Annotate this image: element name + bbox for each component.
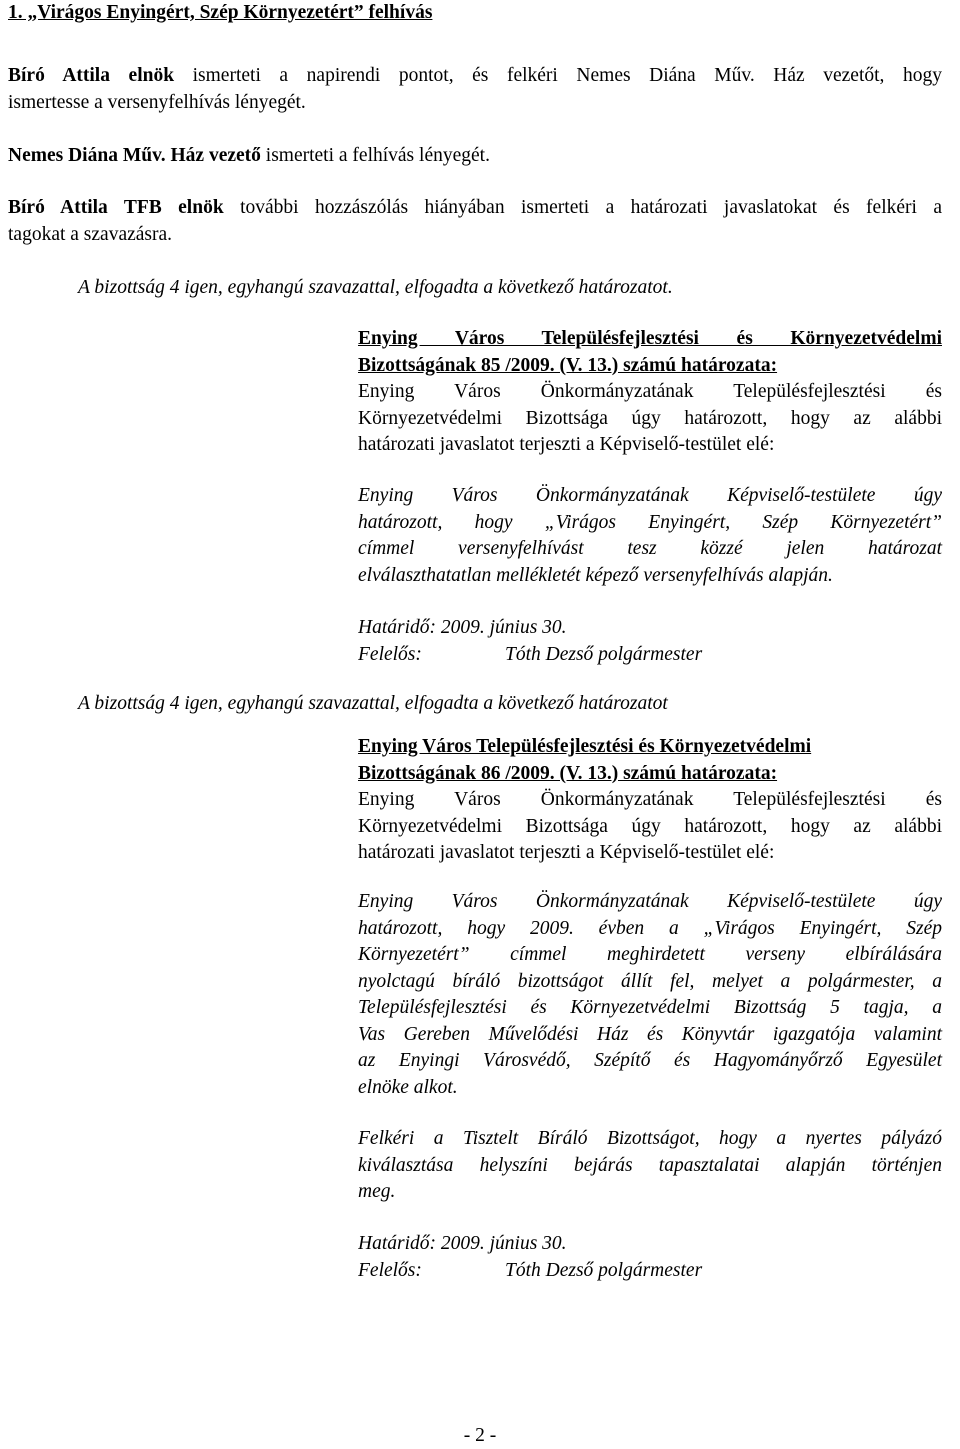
- resolution-86: [358, 734, 942, 867]
- resolution-body-line: Környezetvédelmi Bizottsága úgy határozott, hogy az alábbi: [358, 815, 942, 837]
- speaker-name: Nemes Diána Műv. Ház vezető: [8, 145, 261, 166]
- page-number: - 2 -: [463, 1425, 497, 1446]
- request-line: Felkéri a Tisztelt Bíráló Bizottságot, hogy a nyertes pályázó: [358, 1128, 942, 1149]
- paragraph-call-vote-line1: [8, 195, 942, 222]
- resolution-body-line: határozati javaslatot terjeszti a Képviselő-testület elé:: [358, 842, 775, 863]
- vote-result-2: A bizottság 4 igen, egyhangú szavazattal, elfogadta a következő határozatot: [78, 693, 668, 714]
- proposal-line: elnöke alkot.: [358, 1076, 458, 1098]
- proposal-line: Környezetért” címmel meghirdetett verseny elbírálására: [358, 944, 942, 965]
- proposal-line: Enying Város Önkormányzatának Képviselő-testülete úgy: [358, 485, 942, 506]
- responsible: [358, 1258, 942, 1285]
- proposal-line: címmel versenyfelhívást tesz közzé jelen határozat: [358, 538, 942, 559]
- resolution-body-line: Enying Város Önkormányzatának Településfejlesztési és: [358, 381, 942, 402]
- proposal-line: Településfejlesztési és Környezetvédelmi Bizottság 5 tagja, a: [358, 997, 942, 1018]
- resolution-body-line: Környezetvédelmi Bizottsága úgy határozott, hogy az alábbi: [358, 407, 942, 429]
- resolution-86-request: [358, 1126, 942, 1206]
- proposal-line: Enying Város Önkormányzatának Képviselő-testülete úgy: [358, 891, 942, 912]
- section-title: 1. „Virágos Enyingért, Szép Környezetért” felhívás: [8, 2, 433, 23]
- speaker-name: Bíró Attila TFB elnök: [8, 197, 224, 218]
- deadline: Határidő: 2009. június 30.: [358, 617, 567, 638]
- resolution-86-proposal: [358, 889, 942, 1101]
- vote-result-1: A bizottság 4 igen, egyhangú szavazattal, elfogadta a következő határozatot.: [78, 277, 673, 298]
- resolution-body-line: Enying Város Önkormányzatának Településfejlesztési és: [358, 789, 942, 810]
- paragraph-text: tagokat a szavazásra.: [8, 223, 173, 245]
- request-line: kiválasztása helyszíni bejárás tapasztalatai alapján történjen: [358, 1154, 942, 1176]
- paragraph-intro-line1: [8, 63, 942, 90]
- proposal-line: határozott, hogy „Virágos Enyingért, Szép Környezetért”: [358, 511, 942, 533]
- proposal-line: nyolctagú bíráló bizottságot állít fel, melyet a polgármester, a: [358, 970, 942, 992]
- paragraph-text: további hozzászólás hiányában ismerteti a határozati javaslatokat és felkéri a: [223, 197, 942, 218]
- resolution-85-proposal: [358, 483, 942, 589]
- resolution-heading-line1: Enying Város Településfejlesztési és Környezetvédelmi: [358, 328, 942, 349]
- proposal-line: elválaszthatatlan mellékletét képező versenyfelhívás alapján.: [358, 564, 833, 586]
- speaker-name: Bíró Attila elnök: [8, 65, 175, 86]
- paragraph-intro: [8, 63, 942, 116]
- responsible-value: Tóth Dezső polgármester: [505, 1259, 703, 1281]
- request-line: meg.: [358, 1181, 396, 1202]
- paragraph-text: ismertesse a versenyfelhívás lényegét.: [8, 91, 306, 113]
- responsible-label: Felelős:: [358, 1259, 422, 1281]
- paragraph-text: ismerteti a felhívás lényegét.: [260, 145, 490, 166]
- proposal-line: az Enyingi Városvédő, Szépítő és Hagyományőrző Egyesület: [358, 1050, 942, 1071]
- resolution-body-line: határozati javaslatot terjeszti a Képviselő-testület elé:: [358, 434, 775, 455]
- resolution-heading-line2: Bizottságának 86 /2009. (V. 13.) számú határozata:: [358, 762, 778, 784]
- proposal-line: Vas Gereben Művelődési Ház és Könyvtár igazgatója valamint: [358, 1023, 942, 1045]
- responsible-value: Tóth Dezső polgármester: [505, 643, 703, 665]
- resolution-heading-line2: Bizottságának 85 /2009. (V. 13.) számú határozata:: [358, 354, 778, 376]
- resolution-85: [358, 326, 942, 459]
- responsible-label: Felelős:: [358, 643, 422, 665]
- resolution-heading-line1: Enying Város Településfejlesztési és Környezetvédelmi: [358, 736, 812, 757]
- resolution-86-footer: [358, 1231, 942, 1284]
- paragraph-call-vote: [8, 195, 942, 248]
- paragraph-text: ismerteti a napirendi pontot, és felkéri Nemes Diána Műv. Ház vezetőt, hogy: [174, 65, 942, 86]
- proposal-line: határozott, hogy 2009. évben a „Virágos Enyingért, Szép: [358, 917, 942, 939]
- deadline: Határidő: 2009. június 30.: [358, 1233, 567, 1254]
- resolution-85-footer: [358, 615, 942, 668]
- paragraph-presentation: [8, 143, 490, 169]
- responsible: [358, 642, 942, 669]
